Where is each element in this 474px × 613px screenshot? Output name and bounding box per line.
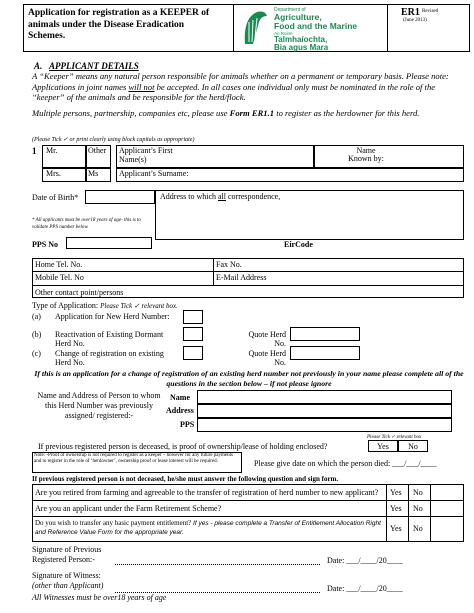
ms-label: Ms <box>88 169 99 178</box>
prev-name-label: Name <box>170 393 190 402</box>
dept-line1: Department of <box>274 7 306 13</box>
scheme-no-box[interactable]: No <box>413 504 423 513</box>
question-retired: Are you retired from farming and agreeable to the transfer of registration of herd number to new applicant? <box>35 488 379 497</box>
option-b-letter: (b) <box>32 330 42 339</box>
option-c-checkbox[interactable] <box>183 346 203 360</box>
option-c-letter: (c) <box>32 349 41 358</box>
prev-pps-field[interactable] <box>197 418 452 432</box>
question-retirement-scheme: Are you an applicant under the Farm Retirement Scheme? <box>35 504 222 513</box>
irish-line1: An Roinn <box>274 31 293 36</box>
retired-no-box[interactable]: No <box>413 488 423 497</box>
witness-sub-label: (other than Applicant) <box>32 581 104 590</box>
form-title: Application for registration as a KEEPER of animals under the Disease Eradication Schemes. <box>28 8 210 41</box>
other-contact-field[interactable]: Other contact point/persons <box>35 288 124 297</box>
section-letter: A. <box>34 61 43 71</box>
surname-label: Applicant’s Surname: <box>119 169 189 178</box>
first-names-label: Applicant’s First Name(s) <box>119 146 173 164</box>
address-label: Address to which all correspondence, <box>160 192 281 201</box>
tick-note: (Please Tick ✓ or print clearly using block capitals as appropriate) <box>32 137 195 143</box>
deceased-no-box[interactable]: No <box>398 440 428 452</box>
mr-label: Mr. <box>46 146 58 155</box>
applicant-number: 1 <box>32 146 37 156</box>
quote-herd-field-2[interactable] <box>290 346 360 360</box>
age-note: * All applicants must be over18 years of age- this is to validate PPS number below. <box>32 218 141 230</box>
quote-herd-label-1: Quote Herd No. <box>248 330 286 348</box>
quote-herd-field-1[interactable] <box>290 327 360 341</box>
name-known-by-label: Name Known by: <box>348 146 384 163</box>
name-known-by-field[interactable] <box>314 145 464 168</box>
multiple-persons-note: Multiple persons, partnership, companies etc, please use Form ER1.1 to register as the herdowner for this herd. <box>32 108 420 118</box>
relevant-box-note: Please Tick ✓ relevant box <box>367 435 422 440</box>
retired-yes-box[interactable]: Yes <box>390 488 402 497</box>
section-heading: APPLICANT DETAILS <box>49 61 139 71</box>
dob-field[interactable] <box>85 190 155 204</box>
irish-line3: Bia agus Mara <box>274 43 329 52</box>
pps-label: PPS No <box>32 240 58 249</box>
dept-line3: Food and the Marine <box>274 21 358 31</box>
prev-signature-label: Signature of Previous Registered Person:- <box>32 545 102 564</box>
deceased-yes-box[interactable]: Yes <box>368 440 398 452</box>
eircode-label: EirCode <box>284 240 313 249</box>
option-a-letter: (a) <box>32 312 41 321</box>
previous-owner-label: Name and Address of Person to whom this Herd Number was previously assigned/ registered:- <box>37 391 161 420</box>
form-revised: Revised <box>422 9 439 14</box>
scheme-yes-box[interactable]: Yes <box>390 504 402 513</box>
option-a-checkbox[interactable] <box>183 310 203 324</box>
irish-line2: Talmhaíochta, <box>274 35 328 44</box>
prev-address-label: Address <box>166 406 194 415</box>
witness-signature-label: Signature of Witness: <box>32 571 101 580</box>
change-instruction: If this is an application for a change of registration of an existing herd number not previously in your name please complete all of the questions in the section below – if not please ignore <box>34 369 464 388</box>
prev-signature-line[interactable] <box>115 564 320 565</box>
prev-signature-date[interactable]: Date: ___/____/20____ <box>327 556 403 565</box>
entitlement-no-box[interactable]: No <box>413 524 423 533</box>
other-label: Other <box>88 146 107 155</box>
department-logo <box>236 6 386 51</box>
keeper-definition: A “Keeper” means any natural person responsible for animals whether on a permanent or temporary basis. Please note: Applications in joint names will not be accepted. In all cases one individual only must be nominated in the role of the “keeper” of the animals and be responsible for the herd/flock. <box>32 71 449 102</box>
date-died-field[interactable]: Please give date on which the person died: ___/___/____ <box>254 459 437 468</box>
question-entitlement: Do you wish to transfer any basic payment entitlement? If yes - please complete a Transfer of Entitlement Allocation Right and Reference Value Form for the appropriate year. <box>35 519 381 536</box>
option-b-text: Reactivation of Existing Dormant Herd No. <box>55 330 164 348</box>
dob-label: Date of Birth* <box>32 193 79 202</box>
not-deceased-instruction: If previous registered person is not deceased, he/she must answer the following question and sign form. <box>32 475 339 483</box>
prev-name-field[interactable] <box>197 390 452 404</box>
fax-field[interactable]: Fax No. <box>216 260 242 269</box>
witness-signature-date[interactable]: Date: ___/____/20____ <box>327 584 403 593</box>
witness-age-note: All Witnesses must be over18 years of age <box>32 593 167 602</box>
dept-line2: Agriculture, <box>274 12 322 22</box>
form-code: ER1 <box>401 7 420 18</box>
email-field[interactable]: E-Mail Address <box>216 273 267 282</box>
prev-address-field[interactable] <box>197 404 452 418</box>
option-b-checkbox[interactable] <box>183 327 203 341</box>
prev-pps-label: PPS <box>180 420 195 429</box>
pps-field[interactable] <box>66 237 152 249</box>
entitlement-yes-box[interactable]: Yes <box>390 524 402 533</box>
application-type-label: Type of Application: Please Tick ✓ relevant box. <box>32 301 178 310</box>
quote-herd-label-2: Quote Herd No. <box>248 349 286 367</box>
mobile-field[interactable]: Mobile Tel. No <box>35 273 84 282</box>
deceased-question: If previous registered person is deceased, is proof of ownership/lease of holding enclosed? <box>38 442 328 451</box>
home-tel-field[interactable]: Home Tel. No. <box>35 260 83 269</box>
ownership-note: Note: -Proof of ownership is not required to register as a keeper – however for any future payments and to register in the role of ‘herdowner’, ownership proof or lease interest will be required. <box>34 453 233 464</box>
option-a-text: Application for New Herd Number: <box>55 312 170 321</box>
revision-date: (June 2013) <box>403 18 427 23</box>
harp-emblem-icon <box>239 8 271 48</box>
option-c-text: Change of registration on existing Herd No. <box>55 349 164 367</box>
mrs-label: Mrs. <box>46 169 61 178</box>
